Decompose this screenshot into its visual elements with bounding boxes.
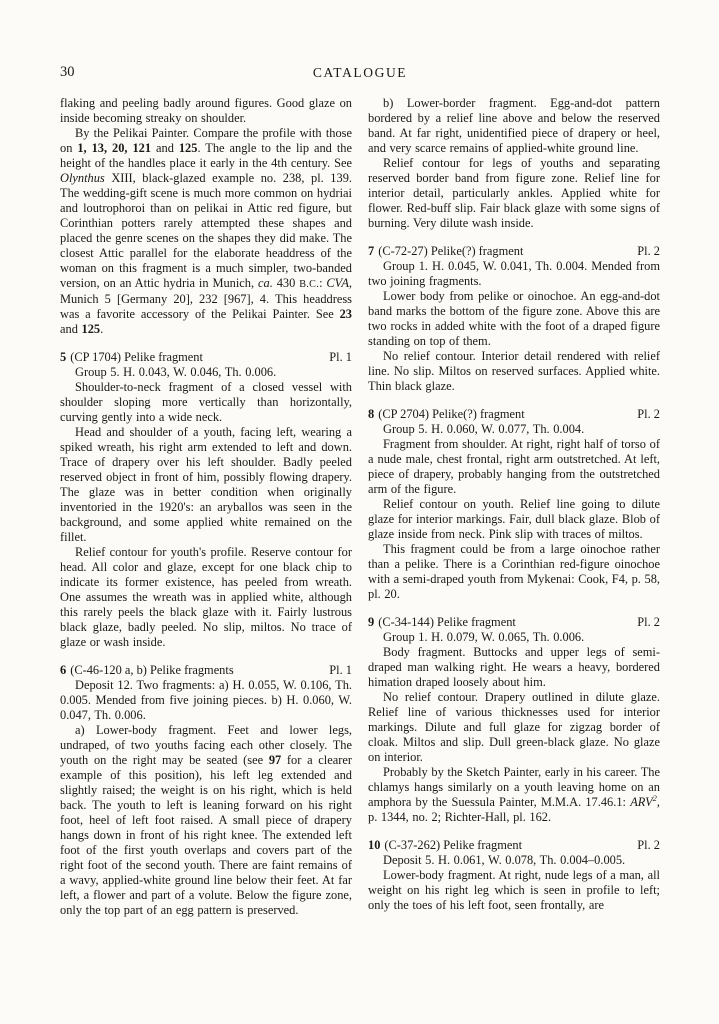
entry-number: 8 xyxy=(368,407,375,421)
plate-reference: Pl. 2 xyxy=(637,407,660,421)
entry-dimensions: Group 5. H. 0.043, W. 0.046, Th. 0.006. xyxy=(75,365,277,379)
plate-reference: Pl. 2 xyxy=(637,244,660,258)
entry-title: (C-34-144) Pelike fragment xyxy=(378,615,516,629)
paragraph-description: Lower-body fragment. At right, nude legs of a man, all weight on his right leg which is seen in profile to left; only the toes of his left foot, seen frontally, are xyxy=(368,868,660,912)
entry-number: 10 xyxy=(368,838,381,852)
page-number: 30 xyxy=(60,64,75,80)
page-header xyxy=(60,64,660,81)
entry-number: 5 xyxy=(60,350,67,364)
paragraph-commentary: This fragment could be from a large oinochoe rather than a pelike. There is a Corinthian red-figure oinochoe with a semi-draped youth from Mykenai: Cook, F4, p. 58, pl. 20. xyxy=(368,542,660,601)
paragraph-description: b) Lower-border fragment. Egg-and-dot pattern bordered by a relief line above and below the reserved band. At far right, unidentified piece of drapery or heel, and very scarce remains of applied-white ground line. xyxy=(368,96,660,155)
entry-dimensions: Group 5. H. 0.060, W. 0.077, Th. 0.004. xyxy=(383,422,585,436)
entry-number: 9 xyxy=(368,615,375,629)
paragraph-technique: Relief contour on youth. Relief line going to dilute glaze for interior markings. Fair, dull black glaze. Blob of glaze inside from neck. Pink slip with traces of miltos. xyxy=(368,497,660,541)
plate-reference: Pl. 1 xyxy=(329,663,352,677)
paragraph-technique: Relief contour for youth's profile. Reserve contour for head. All color and glaze, except for one black chip to indicate its former existence, has peeled from wreath. One assumes the wreath was in applied white, although this rarely peels the black glaze with it. Fairly lustrous black glaze, badly peeled. No slip, miltos. No trace of glaze or wash inside. xyxy=(60,545,352,649)
entry-heading-10 xyxy=(368,838,660,853)
entry-title: (C-46-120 a, b) Pelike fragments xyxy=(70,663,234,677)
entry-dimensions: Deposit 5. H. 0.061, W. 0.078, Th. 0.004–0.005. xyxy=(383,853,626,867)
paragraph-description: Head and shoulder of a youth, facing left, wearing a spiked wreath, his right arm extended to left and down. Trace of drapery over his left shoulder. Badly peeled reserved object in front of him, possibly flowing drapery. The glaze was in better condition when originally inventoried in the 1920's: an aryballos was seen in the background, and some applied white remained on the fillet. xyxy=(60,425,352,544)
paragraph-technique: No relief contour. Drapery outlined in dilute glaze. Relief line of various thicknesses used for interior markings. Dilute and full glaze for zigzag border of cloak. Miltos and slip. Dull green-black glaze. No glaze on interior. xyxy=(368,690,660,764)
paragraph-commentary: Probably by the Sketch Painter, early in his career. The chlamys hangs similarly on a youth leaving home on an amphora by the Suessula Painter, M.M.A. 17.46.1: ARV$^2$, p. 1344, no. 2; Richter-Hall, pl. 162. xyxy=(368,765,660,824)
entry-number: 6 xyxy=(60,663,67,677)
right-column xyxy=(368,96,660,918)
text-block xyxy=(60,64,660,918)
plate-reference: Pl. 2 xyxy=(637,838,660,852)
paragraph-commentary: By the Pelikai Painter. Compare the profile with those on 1, 13, 20, 121 and 125. The angle to the lip and the height of the handles place it early in the 4th century. See Olynthus XIII, black-glazed example no. 238, pl. 139. The wedding-gift scene is much more common on hydriai and loutrophoroi than on pelikai in Attic red figure, but Corinthian potters rarely attempted these shapes and placed the genre scenes on the shapes they did make. The closest Attic parallel for the elaborate headdress of the woman on this fragment is a much simpler, two-banded version, on an Attic hydria in Munich, ca. 430 B.C.: CVA, Munich 5 [Germany 20], 232 [967], 4. This headdress was a favorite accessory of the Pelikai Painter. See 23 and 125. xyxy=(60,126,353,336)
entry-number: 7 xyxy=(368,244,375,258)
entry-heading-9 xyxy=(368,615,660,630)
plate-reference: Pl. 2 xyxy=(637,615,660,629)
entry-dimensions: Group 1. H. 0.079, W. 0.065, Th. 0.006. xyxy=(383,630,585,644)
entry-heading-6 xyxy=(60,663,352,678)
left-column xyxy=(60,96,352,918)
entry-heading-7 xyxy=(368,244,660,259)
paragraph-description: Fragment from shoulder. At right, right half of torso of a nude male, chest frontal, right arm outstretched. At left, piece of drapery, probably hanging from the outstretched arm of the figure. xyxy=(368,437,660,496)
entry-dimensions: Group 1. H. 0.045, W. 0.041, Th. 0.004. Mended from two joining fragments. xyxy=(368,259,660,288)
two-column-layout xyxy=(60,96,660,918)
paragraph-description: Shoulder-to-neck fragment of a closed vessel with shoulder sloping more vertically than horizontally, curving gently into a wide neck. xyxy=(60,380,352,424)
paragraph-description: a) Lower-body fragment. Feet and lower legs, undraped, of two youths facing each other closely. The youth on the right may be seated (see 97 for a clearer example of this position), his left leg extended and slightly raised; the weight is on his right, which is held back. The youth to left is leaning forward on his right foot, heel of left foot raised. A small piece of drapery hangs down in front of his right knee. The extended left foot of the first youth overlaps and covers part of the right foot of the second youth. There are faint remains of a wavy, applied-white ground line below their feet. At far left, a flower and part of a volute. Below the figure zone, only the top part of an egg pattern is preserved. xyxy=(60,723,352,917)
entry-title: (C-37-262) Pelike fragment xyxy=(384,838,523,852)
paragraph-technique: No relief contour. Interior detail rendered with relief line. No slip. Miltos on reserved surfaces. Applied white. Thin black glaze. xyxy=(368,349,660,393)
entry-heading-5 xyxy=(60,350,352,365)
paragraph-continuation: flaking and peeling badly around figures. Good glaze on inside becoming streaky on shoulder. xyxy=(60,96,352,125)
entry-dimensions: Deposit 12. Two fragments: a) H. 0.055, W. 0.106, Th. 0.005. Mended from five joining pieces. b) H. 0.060, W. 0.047, Th. 0.006. xyxy=(60,678,352,722)
paragraph-description: Lower body from pelike or oinochoe. An egg-and-dot band marks the bottom of the figure zone. Above this are two rocks in added white with the foot of a draped figure standing on top of them. xyxy=(368,289,660,348)
running-header: CATALOGUE xyxy=(312,65,408,80)
entry-title: (CP 1704) Pelike fragment xyxy=(70,350,203,364)
entry-title: (CP 2704) Pelike(?) fragment xyxy=(378,407,525,421)
entry-heading-8 xyxy=(368,407,660,422)
paragraph-technique: Relief contour for legs of youths and separating reserved border band from figure zone. Relief line for interior detail, particularly ankles. Applied white for flower. Red-buff slip. Fair black glaze with some signs of burning. Very dilute wash inside. xyxy=(368,156,660,230)
plate-reference: Pl. 1 xyxy=(329,350,352,364)
paragraph-description: Body fragment. Buttocks and upper legs of semi-draped man walking right. He wears a heavy, bordered himation draped loosely about him. xyxy=(368,645,660,689)
entry-title: (C-72-27) Pelike(?) fragment xyxy=(378,244,524,258)
